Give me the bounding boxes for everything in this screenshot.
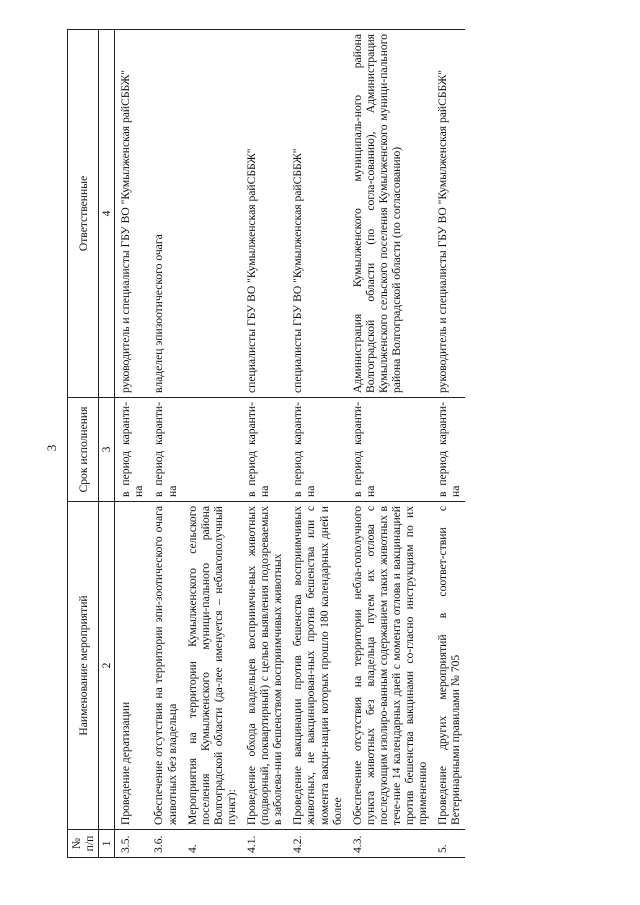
row-term: в период каранти-на [347, 398, 433, 502]
row-responsible: специалисты ГБУ ВО "Кумылженская райСББЖ" [287, 30, 346, 398]
column-number: 1 [99, 830, 115, 858]
header-responsible: Ответственные [68, 30, 99, 398]
table-row [241, 30, 287, 858]
row-responsible: специалисты ГБУ ВО "Кумылженская райСББЖ" [241, 30, 287, 398]
row-number: 5. [432, 830, 465, 858]
row-term: в период каранти-на [148, 398, 181, 502]
row-name: Проведение дератизации [115, 502, 149, 830]
row-number: 4.1. [241, 830, 287, 858]
row-term [182, 398, 241, 502]
row-name: Мероприятия на территории Кумылженского сельского поселения Кумылженского муници-пального района Волгоградской области (да-лее именуется – неблагополучный пункт): [182, 502, 241, 830]
column-number-row [99, 30, 115, 858]
table-row [182, 30, 241, 858]
header-row [68, 30, 99, 858]
rotated-page-content [67, 30, 557, 858]
row-name: Проведение других мероприятий в соответ-ствии с Ветеринарными правилами № 705 [432, 502, 465, 830]
table-row [287, 30, 346, 858]
row-term: в период каранти-на [241, 398, 287, 502]
header-no: № п/п [68, 830, 99, 858]
measures-table [67, 29, 465, 858]
row-number: 4. [182, 830, 241, 858]
row-responsible: руководитель и специалисты ГБУ ВО "Кумылженская райСББЖ" [432, 30, 465, 398]
page-number: 3 [44, 444, 59, 452]
table-row [347, 30, 433, 858]
header-name: Наименование мероприятий [68, 502, 99, 830]
row-name: Проведение вакцинации против бешенства восприимчивых животных, не вакцинирован-ных против бешенства или с момента вакци-нации которых прошло 180 календарных дней и более [287, 502, 346, 830]
row-name: Обеспечение отсутствия на территории эпи-зоотического очага животных без владельца [148, 502, 181, 830]
row-responsible: Администрация Кумылженского муниципаль-ного района Волгоградской области (по согла-сованию), Администрация Кумылженского сельского поселения Кумылженского муници-пального района Волгоградской области (по согласованию) [347, 30, 433, 398]
row-term: в период каранти-на [287, 398, 346, 502]
row-number: 4.2. [287, 830, 346, 858]
row-responsible [182, 30, 241, 398]
column-number: 4 [99, 30, 115, 398]
row-responsible: руководитель и специалисты ГБУ ВО "Кумылженская райСББЖ" [115, 30, 149, 398]
table-row [148, 30, 181, 858]
row-term: в период каранти-на [115, 398, 149, 502]
row-term: в период каранти-на [432, 398, 465, 502]
row-number: 3.6. [148, 830, 181, 858]
table-row [432, 30, 465, 858]
row-number: 4.3. [347, 830, 433, 858]
row-responsible: владелец эпизоотического очага [148, 30, 181, 398]
column-number: 3 [99, 398, 115, 502]
table-row [115, 30, 149, 858]
column-number: 2 [99, 502, 115, 830]
row-name: Проведение обхода владельцев восприимчи-вых животных (подворный, поквартирный) с целью выявления подозреваемых в заболева-нии бешенством восприимчивых животных [241, 502, 287, 830]
row-number: 3.5. [115, 830, 149, 858]
row-name: Обеспечение отсутствия на территории небла-гополучного пункта животных без владельца путем их отлова с последующим изолиро-ванным содержанием таких животных в тече-ние 14 календарных дней с момента отлова и вакцинацией против бешенства вакцинами со-гласно инструкциям по их применению [347, 502, 433, 830]
header-term: Срок исполнения [68, 398, 99, 502]
